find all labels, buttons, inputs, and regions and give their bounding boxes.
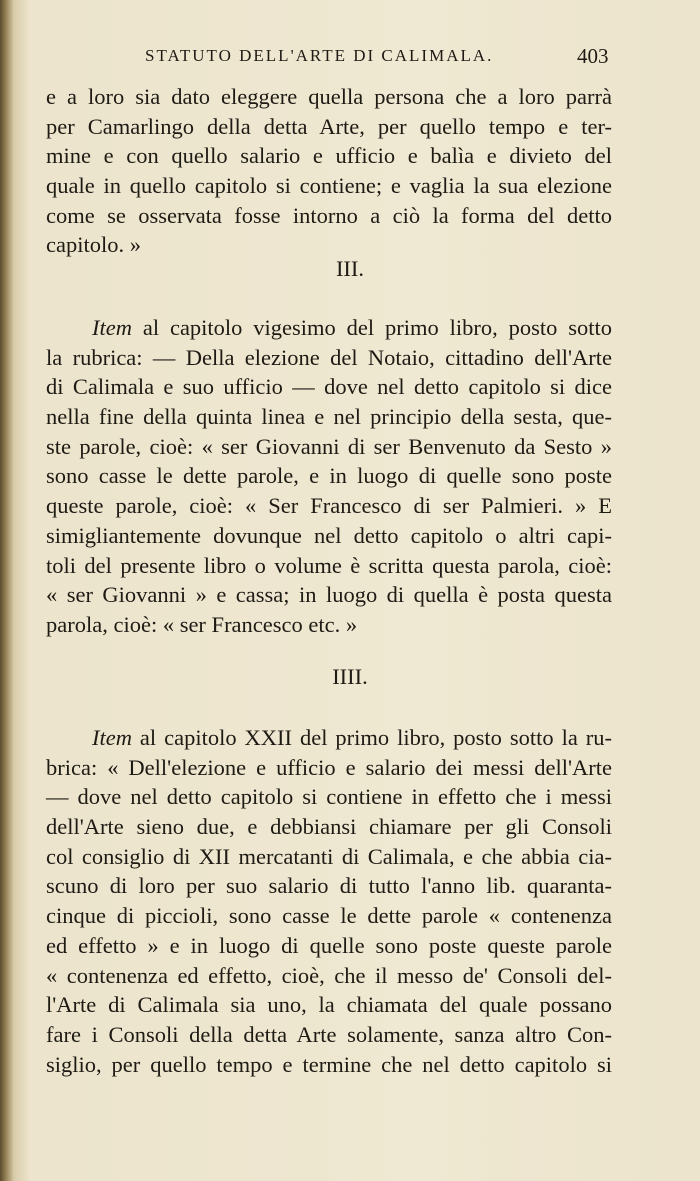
text-line: sono casse le dette parole, e in luogo di quelle sono poste <box>46 463 612 489</box>
text-line: l'Arte di Calimala sia uno, la chiamata del quale possano <box>46 992 612 1018</box>
text-line: di Calimala e suo ufficio — dove nel detto capitolo si dice <box>46 374 612 400</box>
paragraph-continuation <box>46 82 612 260</box>
text-line: ed effetto » e in luogo di quelle sono poste queste parole <box>46 932 612 958</box>
item-italic: Item <box>92 315 132 340</box>
section-iii-paragraph <box>46 313 612 640</box>
section-iiii-paragraph <box>46 723 612 1079</box>
text-line: mine e con quello salario e ufficio e balìa e divieto del <box>46 143 612 169</box>
text-line: col consiglio di XII mercatanti di Calimala, e che abbia cia- <box>46 843 612 869</box>
item-italic: Item <box>92 725 132 750</box>
text-line: e a loro sia dato eleggere quella persona che a loro parrà <box>46 84 612 109</box>
text-line: siglio, per quello tempo e termine che nel detto capitolo si <box>46 1051 612 1077</box>
text-line: — dove nel detto capitolo si contiene in effetto che i messi <box>46 784 612 810</box>
text-line: come se osservata fosse intorno a ciò la forma del detto <box>46 202 612 228</box>
text-line: nella fine della quinta linea e nel principio della sesta, que- <box>46 404 612 430</box>
section-heading-iii: III. <box>335 256 365 281</box>
text-line: « contenenza ed effetto, cioè, che il messo de' Consoli del- <box>46 962 612 988</box>
text-line: simigliantemente dovunque nel detto capitolo o altri capi- <box>46 522 612 548</box>
text-span: al capitolo XXII del primo libro, posto sotto la ru- <box>131 725 612 750</box>
running-head <box>0 46 700 76</box>
text-line: queste parole, cioè: « Ser Francesco di ser Palmieri. » E <box>46 493 612 519</box>
running-title: STATUTO DELL'ARTE DI CALIMALA. <box>145 46 494 65</box>
text-line: fare i Consoli della detta Arte solamente, sanza altro Con- <box>46 1021 612 1047</box>
text-line: scuno di loro per suo salario di tutto l'anno lib. quaranta- <box>46 873 612 899</box>
page-number: 403 <box>577 44 609 68</box>
section-heading-iiii: IIII. <box>332 664 368 689</box>
text-line: capitolo. » <box>46 232 141 258</box>
text-line: quale in quello capitolo si contiene; e vaglia la sua elezione <box>46 173 612 199</box>
text-line: « ser Giovanni » e cassa; in luogo di quella è posta questa <box>46 582 612 608</box>
text-line: brica: « Dell'elezione e ufficio e salario dei messi dell'Arte <box>46 754 612 780</box>
text-span: al capitolo vigesimo del primo libro, posto sotto <box>131 315 612 340</box>
text-line: ste parole, cioè: « ser Giovanni di ser Benvenuto da Sesto » <box>46 433 612 459</box>
text-line <box>46 313 612 343</box>
text-line: cinque di piccioli, sono casse le dette parole « contenenza <box>46 903 612 929</box>
text-line: parola, cioè: « ser Francesco etc. » <box>46 611 358 637</box>
text-line: dell'Arte sieno due, e debbiansi chiamare per gli Consoli <box>46 814 612 840</box>
text-line: toli del presente libro o volume è scritta questa parola, cioè: <box>46 552 612 578</box>
text-line: per Camarlingo della detta Arte, per quello tempo e ter- <box>46 113 612 139</box>
text-line: la rubrica: — Della elezione del Notaio, cittadino dell'Arte <box>46 344 612 370</box>
text-line <box>46 723 612 753</box>
